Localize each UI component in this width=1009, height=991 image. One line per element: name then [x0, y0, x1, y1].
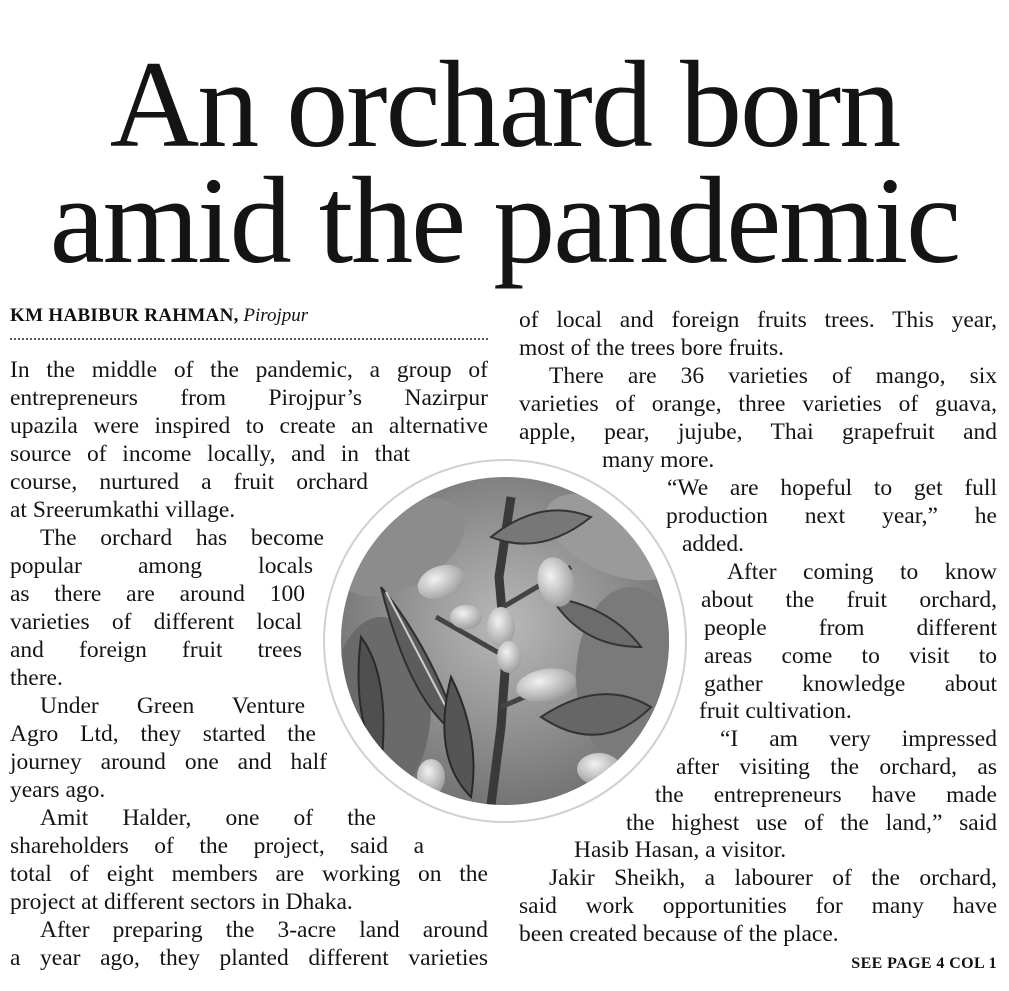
right-line-1: of local and foreign fruits trees. This year, [519, 307, 997, 333]
right-line-4: varieties of orange, three varieties of guava, [519, 391, 997, 417]
right-line-6: many more. [602, 447, 715, 473]
byline-place: Pirojpur [243, 305, 309, 326]
left-line-2: entrepreneurs from Pirojpur’s Nazirpur [10, 385, 488, 411]
left-line-3: upazila were inspired to create an alternative [10, 413, 488, 439]
left-line-11: and foreign fruit trees [10, 637, 302, 663]
left-line-17: Amit Halder, one of the [40, 805, 376, 831]
left-line-7: The orchard has become [40, 525, 324, 551]
right-line-12: people from different [704, 615, 997, 641]
byline [10, 305, 308, 327]
left-line-4: source of income locally, and in that [10, 441, 410, 467]
left-line-22: a year ago, they planted different varieties [10, 945, 488, 971]
right-line-15: fruit cultivation. [699, 698, 852, 724]
right-line-7: “We are hopeful to get full [667, 475, 997, 501]
right-line-18: the entrepreneurs have made [655, 782, 997, 808]
right-line-16: “I am very impressed [720, 726, 997, 752]
right-line-19: the highest use of the land,” said [626, 810, 997, 836]
left-line-5: course, nurtured a fruit orchard [10, 469, 368, 495]
left-line-14: Agro Ltd, they started the [10, 721, 316, 747]
right-line-9: added. [682, 531, 744, 557]
left-line-21: After preparing the 3-acre land around [40, 917, 488, 943]
byline-divider [10, 338, 488, 340]
left-line-15: journey around one and half [10, 749, 327, 775]
headline-line-2: amid the pandemic [49, 152, 960, 289]
left-line-20: project at different sectors in Dhaka. [10, 889, 353, 915]
left-line-19: total of eight members are working on the [10, 861, 488, 887]
right-line-8: production next year,” he [666, 503, 997, 529]
left-line-18: shareholders of the project, said a [10, 833, 424, 859]
right-line-22: said work opportunities for many have [519, 893, 997, 919]
left-line-1: In the middle of the pandemic, a group of [10, 357, 488, 383]
right-line-14: gather knowledge about [704, 671, 997, 697]
right-line-13: areas come to visit to [704, 643, 997, 669]
left-line-6: at Sreerumkathi village. [10, 497, 236, 523]
right-line-10: After coming to know [727, 559, 997, 585]
left-line-12: there. [10, 665, 63, 691]
right-line-21: Jakir Sheikh, a labourer of the orchard, [549, 865, 997, 891]
right-line-17: after visiting the orchard, as [676, 754, 997, 780]
continuation-note: SEE PAGE 4 COL 1 [851, 955, 997, 972]
left-line-13: Under Green Venture [40, 693, 305, 719]
right-line-11: about the fruit orchard, [701, 587, 997, 613]
right-line-3: There are 36 varieties of mango, six [549, 363, 997, 389]
fruit-tree-image [341, 477, 669, 805]
right-line-5: apple, pear, jujube, Thai grapefruit and [519, 419, 997, 445]
left-line-16: years ago. [10, 777, 106, 803]
byline-author: KM HABIBUR RAHMAN, [10, 305, 239, 326]
right-line-20: Hasib Hasan, a visitor. [574, 837, 787, 863]
left-line-9: as there are around 100 [10, 581, 305, 607]
right-line-2: most of the trees bore fruits. [519, 335, 784, 361]
right-line-23: been created because of the place. [519, 921, 839, 947]
left-line-8: popular among locals [10, 553, 313, 579]
left-line-10: varieties of different local [10, 609, 302, 635]
headline-line-1: An orchard born [109, 36, 900, 173]
orchard-photo [323, 459, 687, 823]
